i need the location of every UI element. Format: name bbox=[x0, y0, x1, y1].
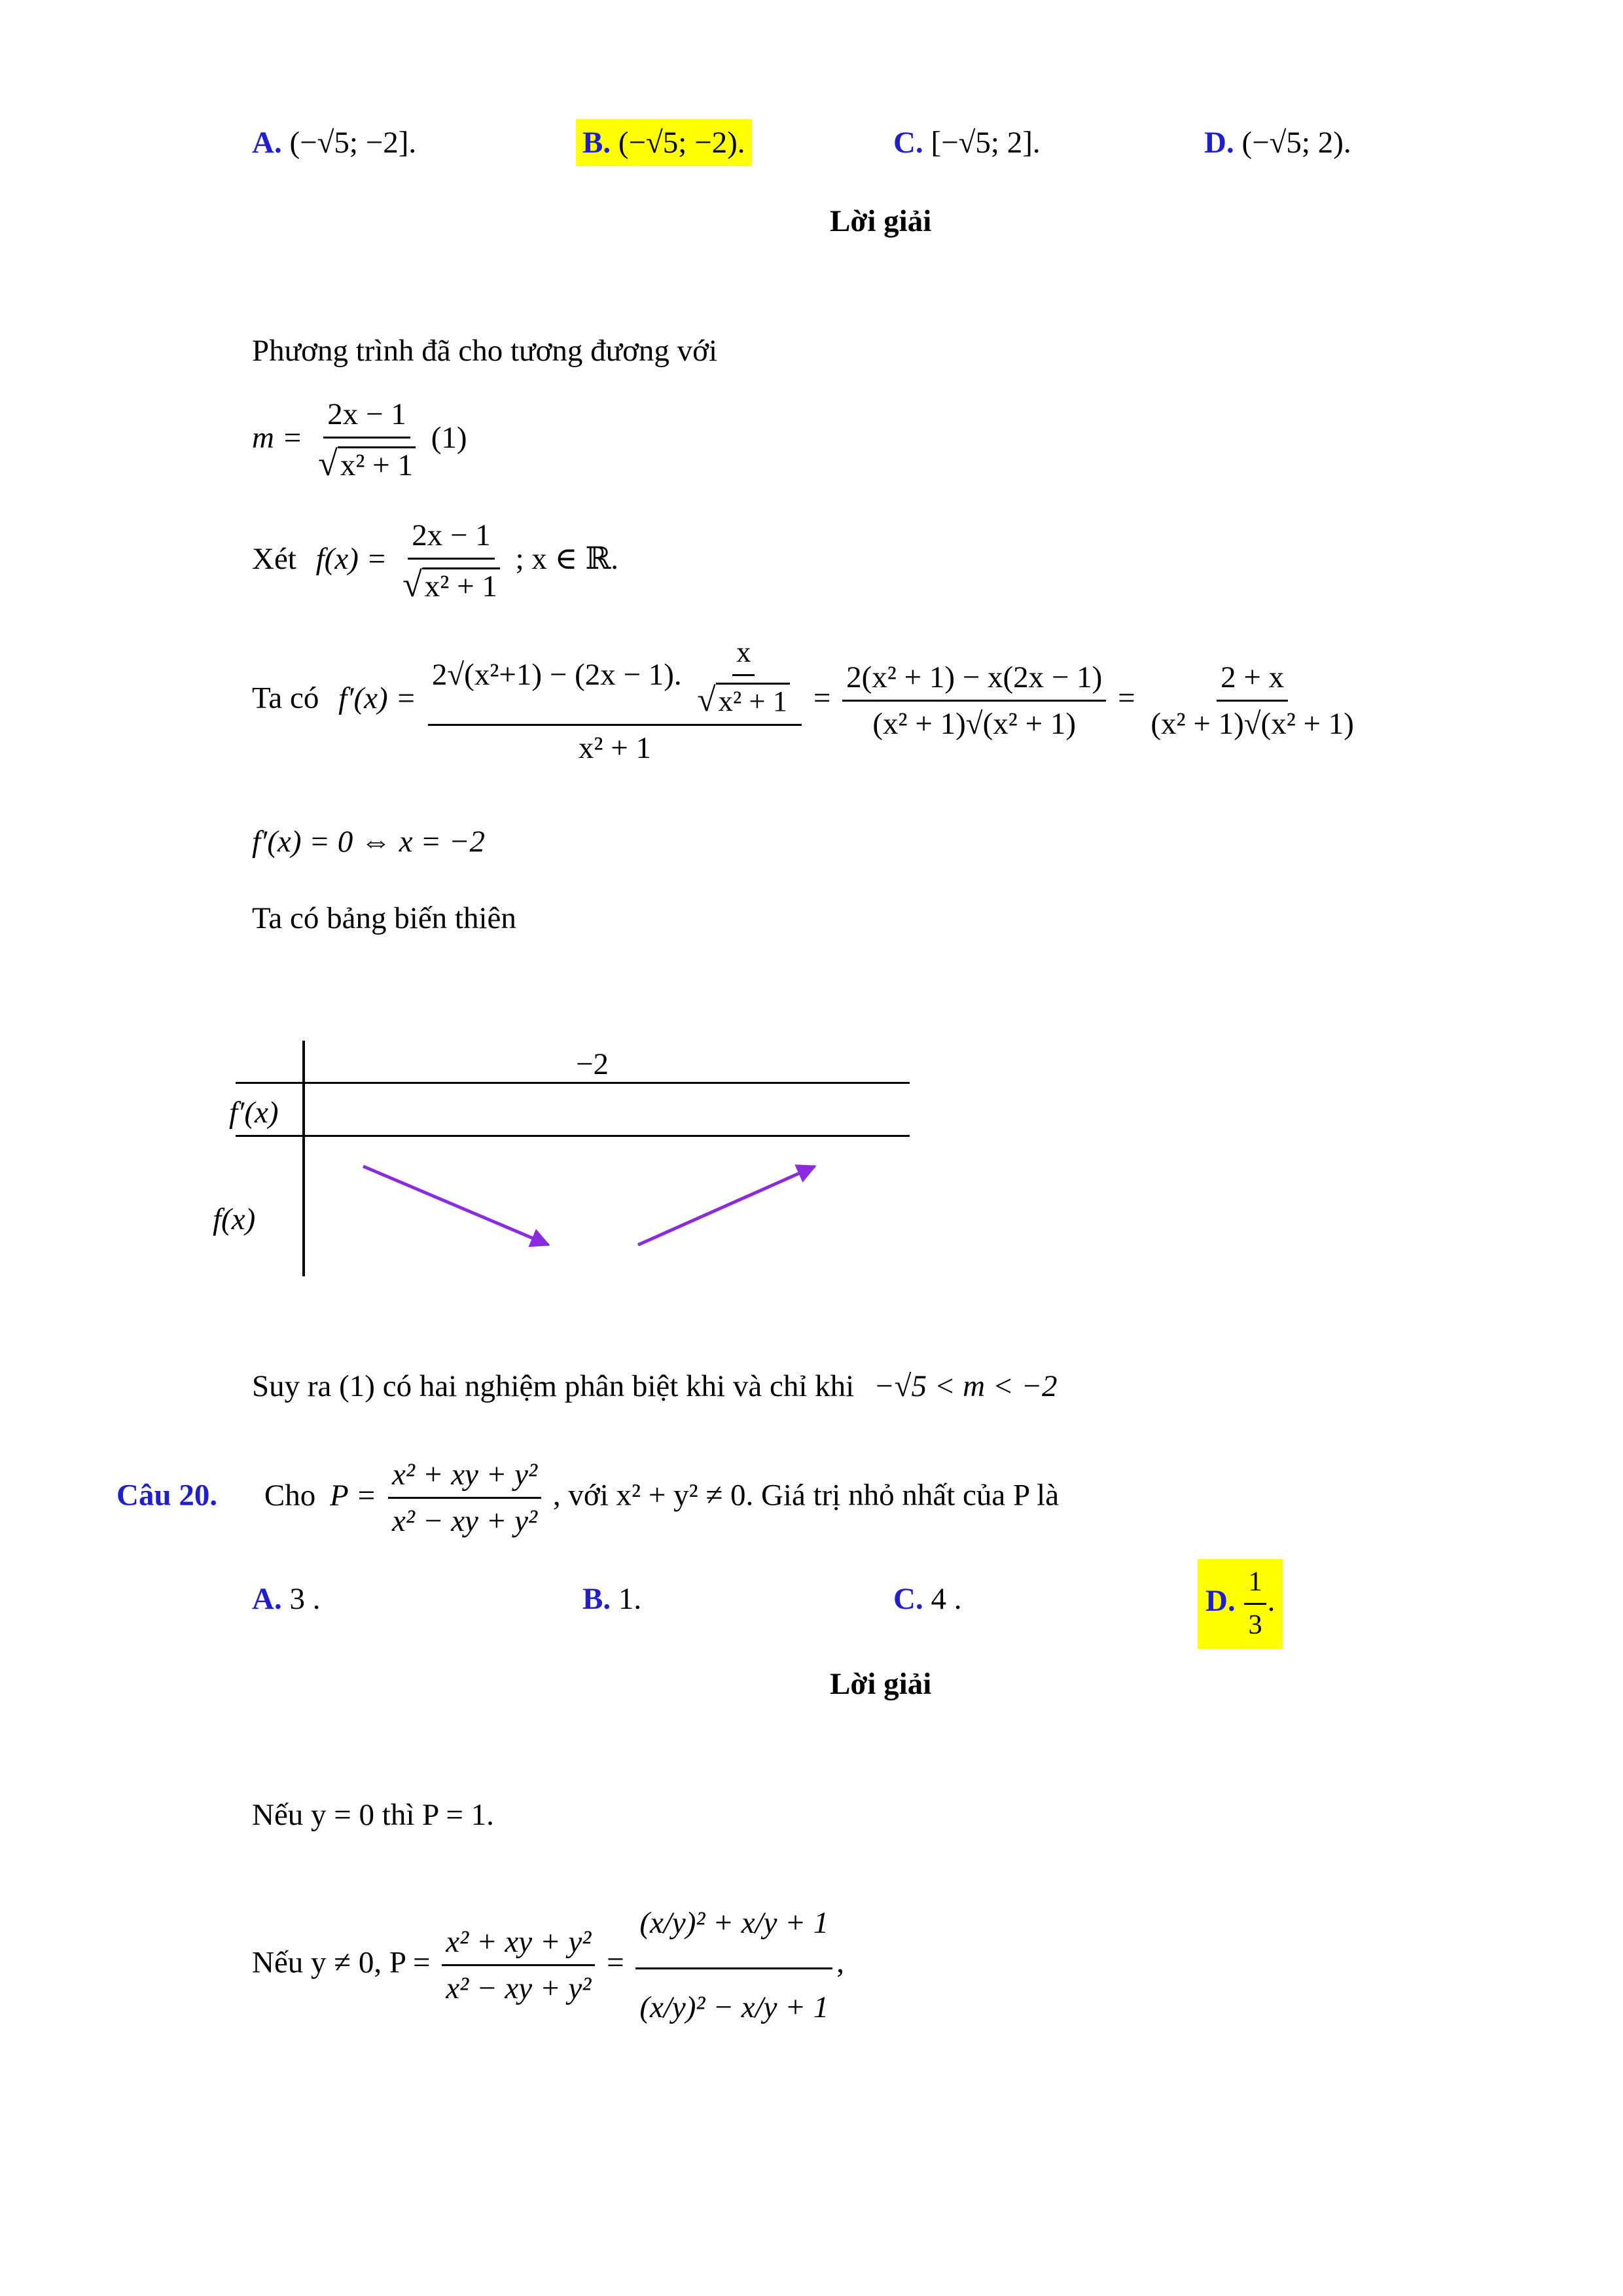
deriv-frac2 bbox=[842, 659, 1106, 743]
q20-cho: Cho bbox=[264, 1478, 316, 1513]
q20-option-b-label: B. bbox=[582, 1582, 611, 1616]
table-hline-2 bbox=[236, 1135, 910, 1137]
eq-m-num: 2x − 1 bbox=[323, 396, 410, 439]
conclusion-text: Suy ra (1) có hai nghiệm phân biệt khi và chỉ khi bbox=[252, 1369, 855, 1403]
q19-option-b-label: B. bbox=[582, 126, 611, 160]
q19-option-d bbox=[1204, 124, 1351, 161]
q20-p-num: x² + xy + y² bbox=[388, 1456, 541, 1499]
deriv-frac1-num: 2√(x²+1) − (2x − 1). bbox=[431, 657, 682, 692]
q20-p-fraction bbox=[388, 1456, 541, 1540]
q20-p-lhs: P = bbox=[329, 1478, 377, 1513]
q19-option-d-label: D. bbox=[1204, 126, 1234, 160]
table-vertical-line bbox=[302, 1041, 305, 1276]
q19-option-d-value: (−√5; 2). bbox=[1241, 126, 1351, 160]
q20-case2-frac2 bbox=[635, 1885, 832, 2046]
q20-case2-frac1 bbox=[442, 1924, 595, 2007]
arrow-decreasing-icon bbox=[363, 1166, 548, 1245]
q20-option-a-label: A. bbox=[252, 1582, 282, 1616]
xet-label: Xét bbox=[252, 541, 296, 576]
q20-case2-f2-den: (x/y)² − x/y + 1 bbox=[639, 1990, 829, 2025]
table-row-f: f(x) bbox=[213, 1202, 256, 1236]
deriv-frac2-den: (x² + 1)√(x² + 1) bbox=[872, 707, 1077, 742]
q19-option-b bbox=[576, 119, 752, 166]
q19-option-a bbox=[252, 124, 416, 161]
eq-m-lhs: m = bbox=[252, 420, 303, 455]
f-def-domain: ; x ∈ ℝ. bbox=[515, 541, 619, 576]
q19-line1: Phương trình đã cho tương đương với bbox=[252, 334, 718, 368]
q19-solution-heading: Lời giải bbox=[830, 204, 932, 238]
eq-m-fraction bbox=[314, 396, 419, 485]
arrow-increasing-icon bbox=[638, 1166, 815, 1245]
table-hline-1 bbox=[236, 1082, 910, 1084]
deriv-frac3-num: 2 + x bbox=[1217, 659, 1288, 702]
q20-stem bbox=[116, 1456, 1059, 1540]
q20-option-d-den: 3 bbox=[1248, 1609, 1262, 1640]
q20-option-d-tail: . bbox=[1267, 1584, 1275, 1619]
q20-case2: Nếu y ≠ 0, P = $\frac{\text{x² + xy + y²}}{\text{x² − xy + y²}}$ = $\frac{\text{(x/y)² + x/y + 1}}{\text{(x/y)² − x/y + 1}}$ , bbox=[252, 1885, 844, 2046]
table-row-fprime: f′(x) bbox=[229, 1096, 279, 1130]
eq-m bbox=[252, 396, 467, 485]
f-def-fraction bbox=[399, 517, 504, 606]
f-def-den: x² + 1 bbox=[422, 567, 500, 603]
q20-solution-heading: Lời giải bbox=[830, 1667, 932, 1701]
table-x-value: −2 bbox=[576, 1047, 609, 1081]
deriv-frac1-den: x² + 1 bbox=[578, 731, 652, 766]
sqrt-icon: √ bbox=[402, 565, 422, 605]
q20-case2-f1-num: x² + xy + y² bbox=[442, 1924, 595, 1966]
deriv-frac3-den: (x² + 1)√(x² + 1) bbox=[1150, 707, 1354, 742]
deriv-frac2-num: 2(x² + 1) − x(2x − 1) bbox=[842, 659, 1106, 702]
sqrt-icon: √ bbox=[697, 681, 716, 719]
eq-m-den: x² + 1 bbox=[338, 446, 416, 482]
conclusion bbox=[252, 1368, 1058, 1405]
q20-option-b-value: 1. bbox=[618, 1582, 642, 1616]
deriv-frac3 bbox=[1147, 659, 1358, 743]
q20-option-d bbox=[1198, 1559, 1283, 1649]
q20-case2-f2-num: (x/y)² + x/y + 1 bbox=[635, 1885, 832, 1969]
q20-case1: Nếu y = 0 thì P = 1. bbox=[252, 1798, 494, 1832]
q20-condition: , với x² + y² ≠ 0. Giá trị nhỏ nhất của P là bbox=[552, 1478, 1060, 1513]
q20-case2-prefix: Nếu y ≠ 0, P = bbox=[252, 1945, 431, 1980]
q19-option-c bbox=[893, 124, 1041, 161]
deriv-inner-den: x² + 1 bbox=[716, 683, 791, 717]
q20-option-c bbox=[893, 1581, 961, 1617]
q20-case2-tail: , bbox=[836, 1945, 844, 1980]
q20-option-a-value: 3 . bbox=[289, 1582, 321, 1616]
taco-label: Ta có bbox=[252, 681, 319, 715]
eq-derivative: Ta có f′(x) = 2√(x²+1) − (2x − 1). $\frac{x}{\text{√x² + 1}}$ x² + 1 = $\frac{\text{2(x² + 1) − x(2x − 1)}}{\text{(x² + 1)√(x² + 1)}}$ = $\frac{2 + x}{\text{(x² + 1)√(x² + 1)}}$ bbox=[252, 635, 1362, 767]
q20-option-c-label: C. bbox=[893, 1582, 923, 1616]
q19-option-c-value: [−√5; 2]. bbox=[931, 126, 1041, 160]
bbt-intro: Ta có bảng biến thiên bbox=[252, 901, 516, 935]
q19-option-c-label: C. bbox=[893, 126, 923, 160]
q20-option-c-value: 4 . bbox=[931, 1582, 962, 1616]
q20-option-a bbox=[252, 1581, 320, 1617]
eq-f-def bbox=[252, 517, 618, 606]
critical-point: f′(x) = 0 ⇔ x = −2 bbox=[252, 825, 486, 859]
conclusion-math: −√5 < m < −2 bbox=[873, 1369, 1058, 1403]
q19-option-b-value: (−√5; −2). bbox=[618, 126, 745, 160]
fprime-lhs: f′(x) = bbox=[338, 681, 417, 715]
q20-option-d-fraction bbox=[1244, 1566, 1266, 1642]
q20-option-d-label: D. bbox=[1205, 1584, 1236, 1619]
q20-option-b bbox=[582, 1581, 641, 1617]
q19-option-a-value: (−√5; −2]. bbox=[289, 126, 417, 160]
q20-label: Câu 20. bbox=[116, 1478, 218, 1513]
q20-option-d-num: 1 bbox=[1244, 1566, 1266, 1605]
q20-case2-f1-den: x² − xy + y² bbox=[446, 1971, 592, 2006]
eq-m-tag: (1) bbox=[431, 420, 467, 455]
q20-p-den: x² − xy + y² bbox=[392, 1504, 538, 1539]
q19-option-a-label: A. bbox=[252, 126, 282, 160]
sqrt-icon: √ bbox=[318, 444, 338, 484]
f-def-lhs: f(x) = bbox=[315, 541, 387, 576]
deriv-inner-num: x bbox=[732, 635, 755, 676]
deriv-frac1 bbox=[428, 635, 802, 767]
f-def-num: 2x − 1 bbox=[408, 517, 495, 560]
